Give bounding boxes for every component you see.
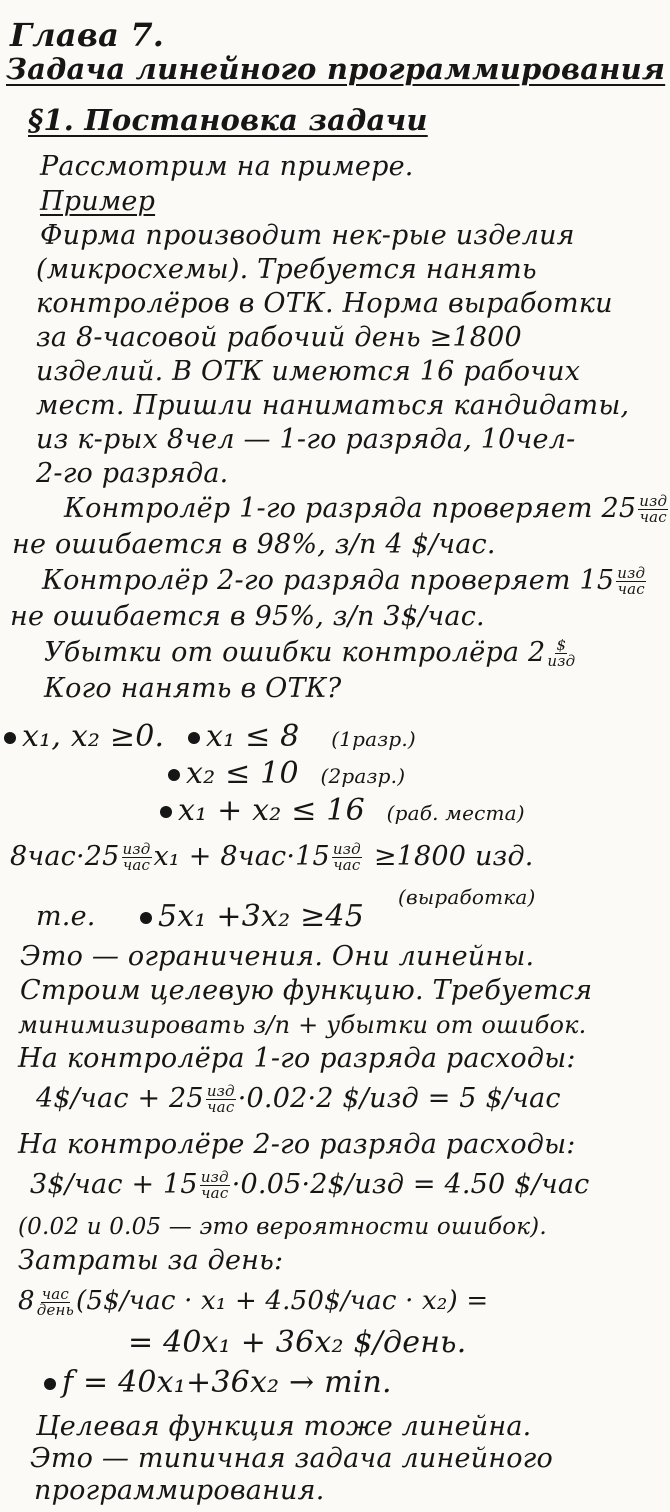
controller2-accuracy: не ошибается в 95%, з/п 3$/час. [10,601,485,632]
text-line: минимизировать з/п + убытки от ошибок. [18,1011,587,1039]
problem-line: мест. Пришли наниматься кандидаты, [36,390,630,421]
text-line: На контролёра 1-го разряда расходы: [18,1043,576,1074]
chapter-heading: Глава 7. [10,16,165,54]
example-label: Пример [40,186,156,217]
calc-line-1 [36,1082,561,1116]
text-line: (0.02 и 0.05 — это вероятности ошибок). [18,1214,547,1240]
constraint-note: (2разр.) [320,764,406,788]
ie-label: т.е. [36,901,96,932]
text-line: Затраты за день: [18,1245,284,1276]
text-line: Целевая функция тоже линейна. [36,1411,532,1442]
unit-fraction [616,566,646,597]
unit-numerator: изд [639,492,668,510]
unit-denominator: час [617,580,645,598]
problem-line: из к-рых 8чел — 1-го разряда, 10чел- [36,424,576,455]
constraint-text: x₁ ≤ 8 [206,719,300,754]
controller2-rate [42,564,648,598]
calc-text: 3$/час + 15 [30,1169,198,1200]
constraint-nonneg [4,720,164,754]
constraint-note: (1разр.) [331,727,416,751]
unit-fraction [200,1170,230,1201]
problem-line: контролёров в ОТК. Норма выработки [36,288,613,319]
unit-numerator: изд [122,840,151,858]
unit-denominator: изд [547,652,576,670]
loss-line [44,636,577,670]
unit-fraction [122,842,152,873]
problem-line: изделий. В ОТК имеются 16 рабочих [36,356,581,387]
constraint-text: x₂ ≤ 10 [186,756,299,791]
calc-text: ·0.05·2$/изд = 4.50 $/час [231,1169,590,1200]
unit-fraction [638,494,668,525]
calc-line-2 [30,1168,590,1202]
controller2-rate-text: Контролёр 2-го разряда проверяет 15 [42,565,615,596]
problem-line: за 8-часовой рабочий день ≥1800 [36,322,522,353]
calc-text: 4$/час + 25 [36,1083,204,1114]
unit-denominator: час [122,856,151,874]
unit-numerator: $ [556,636,567,654]
production-text: ≥1800 изд. [373,841,534,872]
cost-result: = 40x₁ + 36x₂ $/день. [128,1325,467,1360]
unit-numerator: изд [617,564,646,582]
unit-denominator: день [36,1300,74,1319]
constraint-x1 [188,720,416,756]
loss-text: Убытки от ошибки контролёра 2 [44,637,546,668]
controller1-rate [64,492,670,526]
constraint-text: x₁, x₂ ≥0. [22,719,165,754]
section-heading: §1. Постановка задачи [28,103,428,137]
objective-text: f = 40x₁+36x₂ → min. [62,1365,392,1400]
cost-text: (5$/час · x₁ + 4.50$/час · x₂) = [75,1286,489,1316]
problem-line: (микросхемы). Требуется нанять [36,254,537,285]
text-line: Строим целевую функцию. Требуется [20,975,593,1006]
unit-denominator: час [333,856,361,874]
unit-numerator: изд [332,840,361,858]
text-line: программирования. [34,1475,325,1506]
production-note: (выработка) [398,885,536,909]
cost-line [18,1284,488,1318]
intro-line: Рассмотрим на примере. [40,151,414,182]
objective-function [44,1366,392,1400]
unit-fraction [547,638,575,669]
constraint-text: 5x₁ +3x₂ ≥45 [158,899,364,934]
constraint-production [140,900,364,934]
bullet-dot [44,1378,56,1390]
bullet-dot [188,732,200,744]
bullet-dot [4,732,16,744]
text-line: Это — ограничения. Они линейны. [20,941,535,972]
problem-line: Фирма производит нек-рые изделия [40,220,575,251]
constraint-note: (раб. места) [386,801,525,825]
bullet-dot [160,806,172,818]
constraint-text: x₁ + x₂ ≤ 16 [178,793,365,828]
unit-numerator: изд [200,1168,229,1186]
problem-line: 2-го разряда. [36,458,229,489]
unit-denominator: час [639,508,667,526]
bullet-dot [168,769,180,781]
constraint-places [160,794,525,830]
chapter-title: Задача линейного программирования [6,52,666,86]
bullet-dot [140,912,152,924]
cost-text: 8 [18,1286,35,1316]
unit-denominator: час [207,1098,235,1116]
text-line: На контролёре 2-го разряда расходы: [18,1129,576,1160]
controller1-accuracy: не ошибается в 98%, з/п 4 $/час. [12,529,496,560]
constraint-x2 [168,757,405,793]
unit-numerator: изд [206,1082,235,1100]
unit-numerator: час [41,1284,69,1303]
unit-fraction [206,1084,236,1115]
production-text: x₁ + 8час·15 [153,841,330,872]
unit-denominator: час [201,1184,229,1202]
unit-fraction [332,842,362,873]
controller1-rate-text: Контролёр 1-го разряда проверяет 25 [64,493,637,524]
production-constraint [10,840,534,874]
text-line: Это — типичная задача линейного [30,1443,553,1474]
unit-fraction [36,1284,74,1319]
production-text: 8час·25 [10,841,120,872]
question-line: Кого нанять в ОТК? [44,673,342,704]
calc-text: ·0.02·2 $/изд = 5 $/час [237,1083,561,1114]
